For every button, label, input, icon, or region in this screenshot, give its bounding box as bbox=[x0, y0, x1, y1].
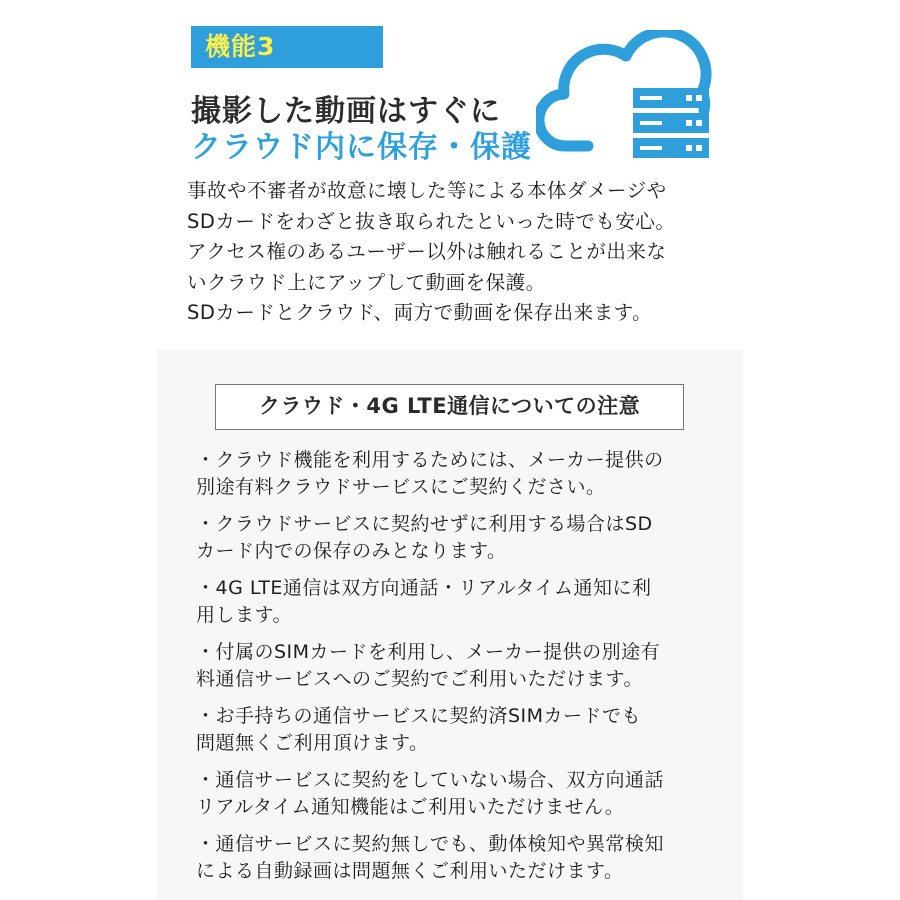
notice-item bbox=[196, 511, 726, 565]
notice-item-line: ・クラウド機能を利用するためには、メーカー提供の bbox=[196, 449, 664, 471]
headline-line-1: 撮影した動画はすぐに bbox=[191, 94, 501, 129]
notice-item bbox=[196, 703, 726, 757]
feature-description bbox=[187, 176, 747, 329]
notice-item-line: リアルタイム通知機能はご利用いただけません。 bbox=[196, 796, 625, 818]
notice-item bbox=[196, 575, 726, 629]
feature-badge: 機能3 bbox=[191, 26, 383, 68]
description-line: アクセス権のあるユーザー以外は触れることが出来な bbox=[187, 240, 667, 263]
notice-item-line: ・お手持ちの通信サービスに契約済SIMカードでも bbox=[196, 705, 642, 727]
notice-item bbox=[196, 639, 726, 693]
notice-item bbox=[196, 831, 726, 885]
cloud-server-icon bbox=[536, 30, 714, 166]
description-line: SDカードをわざと抜き取られたといった時でも安心。 bbox=[187, 209, 676, 233]
notice-item-line: カード内での保存のみとなります。 bbox=[196, 540, 507, 562]
headline-line-2: クラウド内に保存・保護 bbox=[191, 130, 532, 165]
notice-item-line: 料通信サービスへのご契約でご利用いただけます。 bbox=[196, 668, 643, 690]
notice-item-line: による自動録画は問題無くご利用いただけます。 bbox=[196, 860, 624, 882]
description-line: いクラウド上にアップして動画を保護。 bbox=[187, 270, 546, 294]
notice-item-line: ・通信サービスに契約無しでも、動体検知や異常検知 bbox=[196, 833, 665, 855]
description-line: 事故や不審者が故意に壊した等による本体ダメージや bbox=[187, 179, 667, 202]
notice-item bbox=[196, 447, 726, 501]
description-line: SDカードとクラウド、両方で動画を保存出来ます。 bbox=[187, 301, 653, 324]
notice-item-line: ・4G LTE通信は双方向通話・リアルタイム通知に利 bbox=[196, 577, 652, 599]
notice-list bbox=[196, 447, 726, 895]
notice-item bbox=[196, 767, 726, 821]
notice-item-line: 別途有料クラウドサービスにご契約ください。 bbox=[196, 476, 606, 498]
notice-item-line: 用します。 bbox=[196, 604, 292, 626]
notice-item-line: ・付属のSIMカードを利用し、メーカー提供の別途有 bbox=[196, 641, 661, 663]
notice-item-line: 問題無くご利用頂けます。 bbox=[196, 732, 429, 754]
notice-item-line: ・通信サービスに契約をしていない場合、双方向通話 bbox=[196, 769, 665, 791]
notice-title: クラウド・4G LTE通信についての注意 bbox=[215, 384, 684, 430]
notice-item-line: ・クラウドサービスに契約せずに利用する場合はSD bbox=[196, 513, 653, 535]
